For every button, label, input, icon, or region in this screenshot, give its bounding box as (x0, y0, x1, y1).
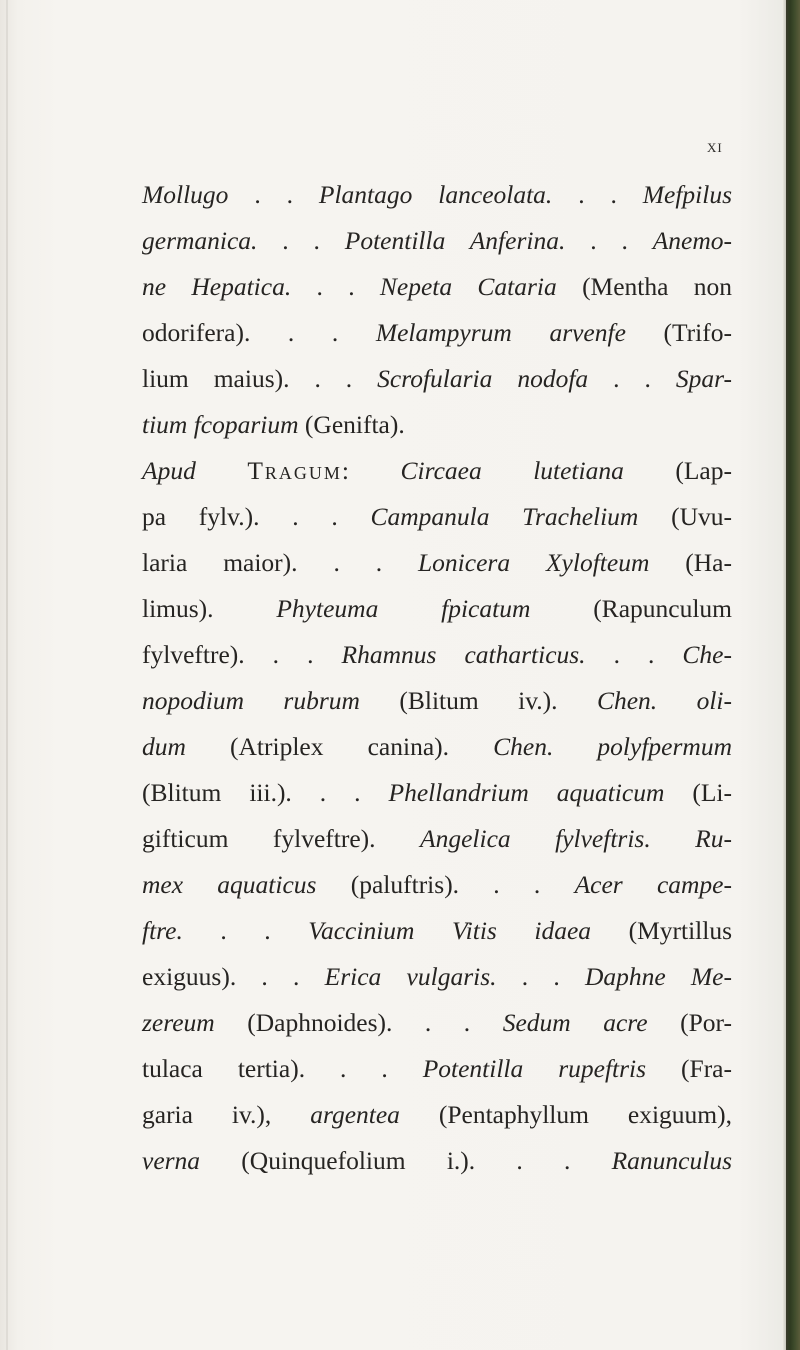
roman-text: gifticum fylveftre). (142, 824, 420, 853)
roman-text: tulaca tertia). . . (142, 1054, 423, 1083)
italic-term: Angelica fylveftris. Ru- (420, 824, 732, 853)
roman-text: . . (552, 180, 643, 209)
text-line (142, 172, 732, 218)
text-line (142, 954, 732, 1000)
italic-term: Scrofularia nodofa (377, 364, 589, 393)
italic-term: nopodium rubrum (142, 686, 360, 715)
italic-term: Apud (142, 456, 196, 485)
roman-text: . . (588, 364, 676, 393)
roman-text: (Fra- (646, 1054, 732, 1083)
text-line (142, 1138, 732, 1184)
page-gutter-shadow (6, 0, 8, 1350)
italic-term: Vaccinium Vitis idaea (308, 916, 592, 945)
roman-text: lium maius). . . (142, 364, 378, 393)
roman-text: odorifera). . . (142, 318, 376, 347)
roman-text: exiguus). . . (142, 962, 325, 991)
italic-term: dum (142, 732, 186, 761)
text-line (142, 402, 732, 448)
text-line (142, 816, 732, 862)
italic-term: Potentilla Anferina. (344, 226, 566, 255)
italic-term: Campanula Trachelium (370, 502, 639, 531)
roman-text: . . (565, 226, 653, 255)
roman-text: laria maior). . . (142, 548, 418, 577)
italic-term: zereum (142, 1008, 215, 1037)
italic-term: Plantago lanceolata. (318, 180, 553, 209)
text-line (142, 770, 732, 816)
roman-text: (Ha- (649, 548, 732, 577)
italic-term: Lonicera Xylofteum (418, 548, 650, 577)
italic-term: ftre. (142, 916, 183, 945)
text-line (142, 540, 732, 586)
roman-text: . . (257, 226, 345, 255)
roman-text: . . (496, 962, 585, 991)
italic-term: ne Hepatica. (142, 272, 292, 301)
italic-term: Circaea lutetiana (400, 456, 624, 485)
roman-text: (Genifta). (298, 410, 405, 439)
italic-term: mex aquaticus (142, 870, 317, 899)
roman-text: . . (585, 640, 683, 669)
roman-text: (paluftris). . . (316, 870, 575, 899)
small-caps-name: Tragum (247, 456, 342, 485)
roman-text: (Mentha non (556, 272, 733, 301)
roman-text: : (341, 456, 401, 485)
italic-term: Spar- (675, 364, 732, 393)
roman-text: (Atriplex canina). (185, 732, 494, 761)
italic-term: Acer campe- (574, 870, 732, 899)
text-line (142, 218, 732, 264)
text-line (142, 356, 732, 402)
roman-text: (Blitum iv.). (359, 686, 597, 715)
roman-text: (Quinquefolium i.). . . (200, 1146, 612, 1175)
body-text (142, 172, 732, 1184)
roman-text: fylveftre). . . (142, 640, 342, 669)
roman-text: pa fylv.). . . (142, 502, 371, 531)
roman-text: (Pentaphyllum exiguum), (399, 1100, 732, 1129)
italic-term: Che- (682, 640, 732, 669)
italic-term: Erica vulgaris. (324, 962, 497, 991)
text-line (142, 678, 732, 724)
text-line (142, 908, 732, 954)
roman-text: (Li- (664, 778, 732, 807)
text-line (142, 862, 732, 908)
roman-text: (Trifo- (625, 318, 732, 347)
roman-text: (Lap- (623, 456, 732, 485)
page-number: xi (707, 136, 723, 157)
roman-text: garia iv.), (142, 1100, 311, 1129)
text-line (142, 310, 732, 356)
italic-term: Phellandrium aquaticum (388, 778, 665, 807)
text-line (142, 1046, 732, 1092)
roman-text (196, 456, 248, 485)
italic-term: Sedum acre (502, 1008, 648, 1037)
italic-term: Melampyrum arvenfe (375, 318, 626, 347)
italic-term: Mollugo (142, 180, 229, 209)
roman-text: limus). (142, 594, 277, 623)
roman-text: . . (182, 916, 309, 945)
italic-term: Nepeta Cataria (379, 272, 557, 301)
italic-term: Phyteuma fpicatum (276, 594, 531, 623)
italic-term: Rhamnus catharticus. (341, 640, 586, 669)
italic-term: argentea (310, 1100, 400, 1129)
roman-text: (Rapunculum (530, 594, 732, 623)
italic-term: Ranunculus (611, 1146, 732, 1175)
text-line (142, 724, 732, 770)
roman-text: . . (228, 180, 319, 209)
italic-term: Mefpilus (642, 180, 733, 209)
roman-text: (Uvu- (638, 502, 732, 531)
text-line (142, 586, 732, 632)
italic-term: Potentilla rupeftris (422, 1054, 647, 1083)
text-line (142, 264, 732, 310)
italic-term: tium fcoparium (142, 410, 299, 439)
text-line (142, 448, 732, 494)
roman-text: (Por- (647, 1008, 732, 1037)
roman-text: (Daphnoides). . . (214, 1008, 503, 1037)
text-line (142, 1000, 732, 1046)
binding-edge (786, 0, 800, 1350)
italic-term: Anemo- (652, 226, 732, 255)
roman-text: . . (291, 272, 380, 301)
text-line (142, 494, 732, 540)
roman-text: (Myrtillus (591, 916, 733, 945)
italic-term: Daphne Me- (584, 962, 732, 991)
roman-text: (Blitum iii.). . . (142, 778, 389, 807)
italic-term: Chen. polyfpermum (493, 732, 732, 761)
italic-term: germanica. (142, 226, 258, 255)
italic-term: Chen. oli- (596, 686, 732, 715)
text-line (142, 1092, 732, 1138)
italic-term: verna (142, 1146, 201, 1175)
text-line (142, 632, 732, 678)
